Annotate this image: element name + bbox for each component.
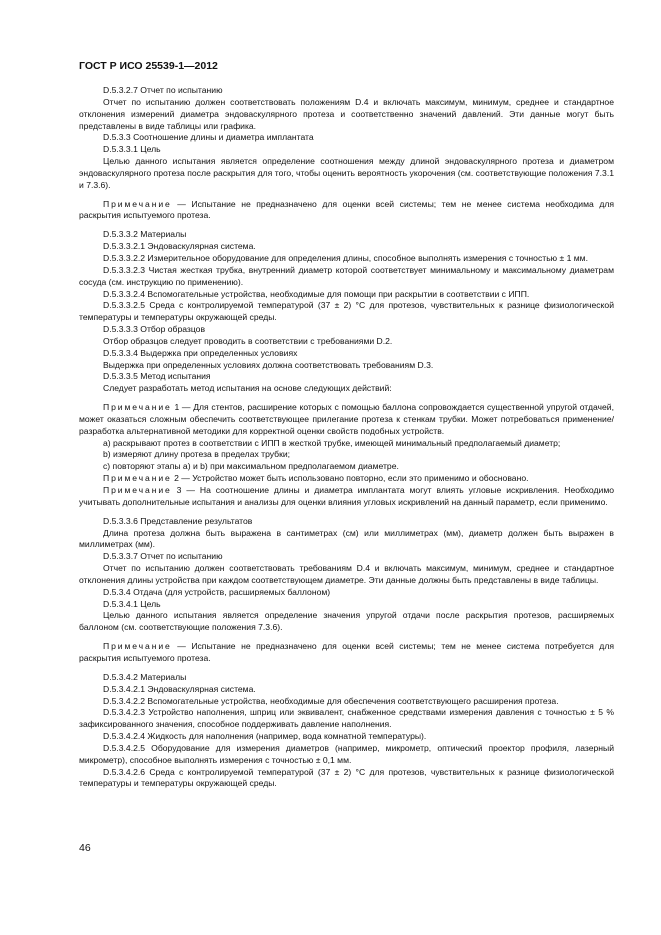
body-paragraph [79,461,614,473]
body-paragraph [79,253,614,265]
body-paragraph [79,324,614,336]
body-paragraph [79,438,614,450]
body-paragraph [79,672,614,684]
body-paragraph [79,707,614,731]
body-paragraph [79,551,614,563]
body-paragraph [79,610,614,634]
body-paragraph [79,587,614,599]
note-label: Примечание [103,198,172,209]
body-paragraph [79,300,614,324]
paragraph-text: 3 — На соотношение длины и диаметра имплантата могут влиять угловые искривления. Необходимо учитывать дополнительные испытания и анализы для оценки влияния угловых искривлений на данный параметр, если применимо. [79,485,615,507]
body-paragraph [79,241,614,253]
paragraph-text: 1 — Для стентов, расширение которых с помощью баллона сопровождается существенной упругой отдачей, может оказаться сложным обеспечить соответствующее прилегание протеза к стенкам трубки. Может потребоваться применение/разработка альтернативной методики для корректной оценки свойств подобных устройств. [79,402,614,436]
body-paragraph [79,563,614,587]
paragraph-text: D.5.3.3.2.5 Среда с контролируемой температурой (37 ± 2) °С для протезов, чувствительных к разнице физиологической температуры и температуры окружающей среды. [79,300,614,323]
body-paragraph [79,132,614,144]
paragraph-text: a) раскрывают протез в соответствии с ИПП в жесткой трубке, имеющей минимальный предполагаемый диаметр; [103,437,561,448]
note-paragraph [79,641,614,665]
body-paragraph [79,743,614,767]
note-paragraph [79,199,614,223]
paragraph-text: D.5.3.3.2.4 Вспомогательные устройства, необходимые для помощи при раскрытии в соответствии с ИПП. [103,288,530,299]
body-paragraph [79,516,614,528]
page-number: 46 [79,842,91,854]
body-paragraph [79,265,614,289]
paragraph-text: D.5.3.4.2.2 Вспомогательные устройства, необходимые для обеспечения соответствующего расширения протеза. [103,695,559,706]
paragraph-text: 2 — Устройство может быть использовано повторно, если это применимо и обосновано. [174,473,529,484]
paragraph-text: — Испытание не предназначено для оценки всей системы; тем не менее система потребуется для раскрытия испытуемого протеза. [79,641,614,663]
body-paragraph [79,229,614,241]
paragraph-text: D.5.3.3.2.1 Эндоваскулярная система. [103,241,256,252]
paragraph-text: Отбор образцов следует проводить в соответствии с требованиями D.2. [103,335,393,346]
body-paragraph [79,528,614,552]
paragraph-text: D.5.3.3.6 Представление результатов [103,515,253,526]
paragraph-text: D.5.3.3.1 Цель [103,144,161,155]
paragraph-text: D.5.3.4 Отдача (для устройств, расширяемых баллоном) [103,586,331,597]
paragraph-text: D.5.3.3.7 Отчет по испытанию [103,551,223,562]
paragraph-text: Целью данного испытания является определение соотношения между длиной эндоваскулярного протеза и диаметром эндоваскулярного протеза после раскрытия для того, чтобы оценить вероятность укорочения (см. соответствующие положения 7.3.1 и 7.3.6). [79,156,614,190]
body-paragraph [79,599,614,611]
paragraph-text: Длина протеза должна быть выражена в сантиметрах (см) или миллиметрах (мм), диаметр должен быть выражен в миллиметрах (мм). [79,527,614,550]
body-paragraph [79,767,614,791]
paragraph-text: D.5.3.4.2.4 Жидкость для наполнения (например, вода комнатной температуры). [103,731,427,742]
body-paragraph [79,336,614,348]
paragraph-text: D.5.3.4.2.5 Оборудование для измерения диаметров (например, микрометр, оптический проектор профиля, лазерный микрометр), способное выполнять измерения с точностью ± 0,1 мм. [79,742,614,765]
paragraph-text: D.5.3.3.5 Метод испытания [103,371,211,382]
body-paragraph [79,144,614,156]
body-paragraph [79,289,614,301]
body-paragraph [79,97,614,133]
paragraph-text: D.5.3.3.2.3 Чистая жесткая трубка, внутренний диаметр которой соответствует минимальному и максимальному диаметрам сосуда (см. инструкцию по применению). [79,264,614,287]
paragraph-text: D.5.3.4.1 Цель [103,598,161,609]
note-label: Примечание [103,485,172,495]
paragraph-text: Отчет по испытанию должен соответствовать требованиям D.4 и включать максимум, минимум, среднее и стандартное отклонения длины устройства при каждом соответствующем диаметре. Эти данные должны быть представлены в виде таблицы. [79,563,614,585]
paragraph-text: — Испытание не предназначено для оценки всей системы; тем не менее система необходима для раскрытия испытуемого протеза. [79,198,614,221]
body-paragraph [79,383,614,395]
note-paragraph [79,473,614,485]
note-paragraph [79,402,614,438]
body-paragraph [79,449,614,461]
paragraph-text: D.5.3.4.2.1 Эндоваскулярная система. [103,683,256,694]
note-paragraph [79,485,614,509]
note-label: Примечание [103,402,172,413]
body-paragraph [79,731,614,743]
paragraph-text: Целью данного испытания является определение значения упругой отдачи после раскрытия протезов, расширяемых баллоном (см. соответствующие положения 7.3.6). [79,610,614,633]
note-label: Примечание [103,641,172,652]
document-header: ГОСТ Р ИСО 25539-1—2012 [79,60,218,72]
paragraph-text: D.5.3.4.2.6 Среда с контролируемой температурой (37 ± 2) °С для протезов, чувствительных к разнице физиологической температуры и температуры окружающей среды. [79,766,614,789]
paragraph-text: D.5.3.3.4 Выдержка при определенных условиях [103,347,298,358]
paragraph-text: D.5.3.3.3 Отбор образцов [103,324,206,335]
paragraph-text: Следует разработать метод испытания на основе следующих действий: [103,383,392,394]
body-paragraph [79,348,614,360]
paragraph-text: b) измеряют длину протеза в пределах трубки; [103,449,291,460]
body-paragraph [79,371,614,383]
paragraph-text: c) повторяют этапы a) и b) при максимальном предполагаемом диаметре. [103,461,399,472]
paragraph-text: Выдержка при определенных условиях должна соответствовать требованиям D.3. [103,359,434,370]
paragraph-text: D.5.3.3 Соотношение длины и диаметра имплантата [103,132,314,143]
paragraph-text: Отчет по испытанию должен соответствовать положениям D.4 и включать максимум, минимум, среднее и стандартное отклонения измерений диаметра эндоваскулярного протеза и соответственно значений давлений. Эти данные могут быть представлены в виде таблицы или графика. [79,96,614,131]
body-paragraph [79,696,614,708]
document-body [79,85,614,790]
body-paragraph [79,85,614,97]
body-paragraph [79,360,614,372]
note-label: Примечание [103,473,172,484]
paragraph-text: D.5.3.2.7 Отчет по испытанию [103,85,223,95]
paragraph-text: D.5.3.4.2.3 Устройство наполнения, шприц или эквивалент, снабженное средствами измерения давления с точностью ± 5 % зафиксированного значения, способное поддерживать давление наполнения. [79,707,614,730]
paragraph-text: D.5.3.3.2.2 Измерительное оборудование для определения длины, способное выполнять измерения с точностью ± 1 мм. [103,252,588,263]
body-paragraph [79,156,614,192]
paragraph-text: D.5.3.3.2 Материалы [103,229,187,240]
paragraph-text: D.5.3.4.2 Материалы [103,671,187,682]
body-paragraph [79,684,614,696]
